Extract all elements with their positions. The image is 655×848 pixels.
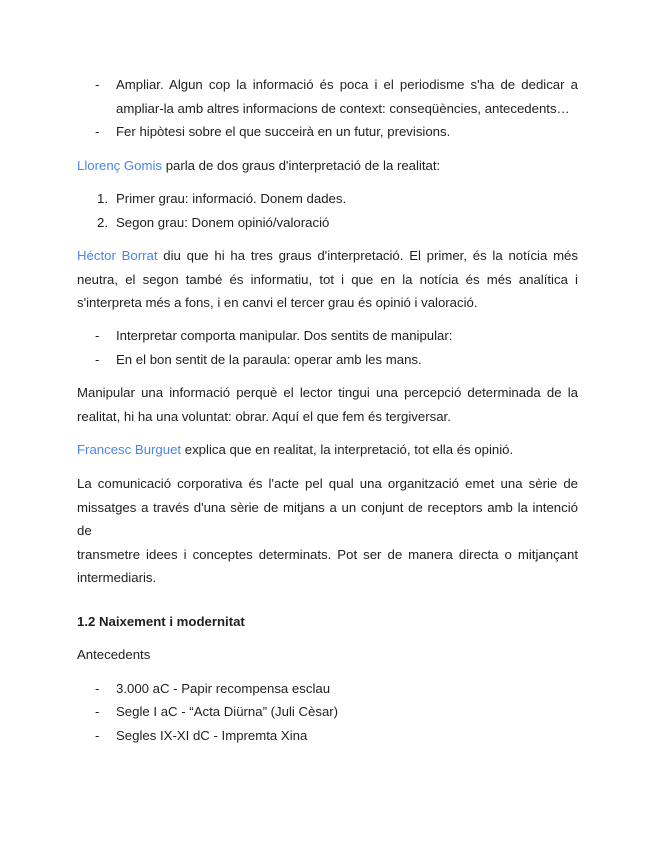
- list-item-text: Segles IX-XI dC - Impremta Xina: [116, 728, 308, 743]
- list-item: [77, 187, 578, 211]
- paragraph-text: Manipular una informació perquè el lector tingui una percepció determinada de la: [77, 385, 578, 400]
- list-item: [77, 73, 578, 120]
- paragraph-corporativa: [77, 472, 578, 590]
- list-item-text-cont: ampliar-la amb altres informacions de context: conseqüències, antecedents…: [116, 100, 570, 116]
- list-item-text: 3.000 aC - Papir recompensa esclau: [116, 681, 331, 696]
- bullet-marker: -: [95, 728, 100, 743]
- list-item-text: Primer grau: informació. Donem dades.: [116, 191, 347, 206]
- subheading: [77, 643, 578, 667]
- bullet-marker: -: [95, 124, 100, 139]
- list-item: [77, 211, 578, 235]
- number-marker: 2.: [97, 215, 108, 230]
- paragraph-text: transmetre idees i conceptes determinats. Pot ser de manera directa o mitjançant: [77, 546, 578, 562]
- paragraph-text: diu que hi ha tres graus d'interpretació. El primer, és la notícia més: [157, 248, 578, 263]
- list-item-text: En el bon sentit de la paraula: operar amb les mans.: [116, 352, 422, 367]
- list-item-text: Segle I aC - “Acta Diürna” (Juli Cèsar): [116, 704, 339, 719]
- paragraph-gomis: [77, 154, 578, 178]
- paragraph-text: realitat, hi ha una voluntat: obrar. Aquí el que fem és tergiversar.: [77, 408, 451, 424]
- bullet-marker: -: [95, 704, 100, 719]
- paragraph-text: parla de dos graus d'interpretació de la realitat:: [162, 158, 441, 173]
- author-link-gomis[interactable]: Llorenç Gomis: [77, 158, 163, 173]
- list-item: [77, 120, 578, 144]
- author-link-burguet[interactable]: Francesc Burguet: [77, 442, 182, 457]
- paragraph-burguet: [77, 438, 578, 462]
- paragraph-text: intermediaris.: [77, 570, 157, 585]
- list-item: [77, 324, 578, 348]
- list-item-text: Segon grau: Donem opinió/valoració: [116, 215, 330, 230]
- paragraph-manipular: [77, 381, 578, 428]
- paragraph-text: s'interpreta més a fons, i en canvi el tercer grau és opinió i valoració.: [77, 295, 478, 310]
- paragraph-text: missatges a través d'una sèrie de mitjans a un conjunt de receptors amb la intenció de: [77, 499, 578, 538]
- bullet-marker: -: [95, 681, 100, 696]
- number-marker: 1.: [97, 191, 108, 206]
- bullet-marker: -: [95, 328, 100, 343]
- paragraph-text: explica que en realitat, la interpretació, tot ella és opinió.: [181, 442, 514, 457]
- paragraph-text: neutra, el segon també és informatiu, tot i que en la notícia és més analítica i: [77, 271, 578, 287]
- list-item: [77, 724, 578, 748]
- list-item: [77, 348, 578, 372]
- list-item: [77, 677, 578, 701]
- paragraph-borrat: [77, 244, 578, 315]
- author-link-borrat[interactable]: Héctor Borrat: [77, 248, 158, 263]
- bullet-marker: -: [95, 77, 100, 92]
- section-heading: [77, 610, 578, 634]
- bullet-marker: -: [95, 352, 100, 367]
- heading-text: 1.2 Naixement i modernitat: [77, 614, 245, 629]
- list-item-text: Fer hipòtesi sobre el que succeirà en un futur, previsions.: [116, 124, 451, 139]
- list-item: [77, 700, 578, 724]
- paragraph-text: La comunicació corporativa és l'acte pel qual una organització emet una sèrie de: [77, 476, 578, 491]
- list-item-text: Interpretar comporta manipular. Dos sentits de manipular:: [116, 328, 453, 343]
- subheading-text: Antecedents: [77, 647, 151, 662]
- list-item-text: Ampliar. Algun cop la informació és poca i el periodisme s'ha de dedicar a: [116, 77, 578, 92]
